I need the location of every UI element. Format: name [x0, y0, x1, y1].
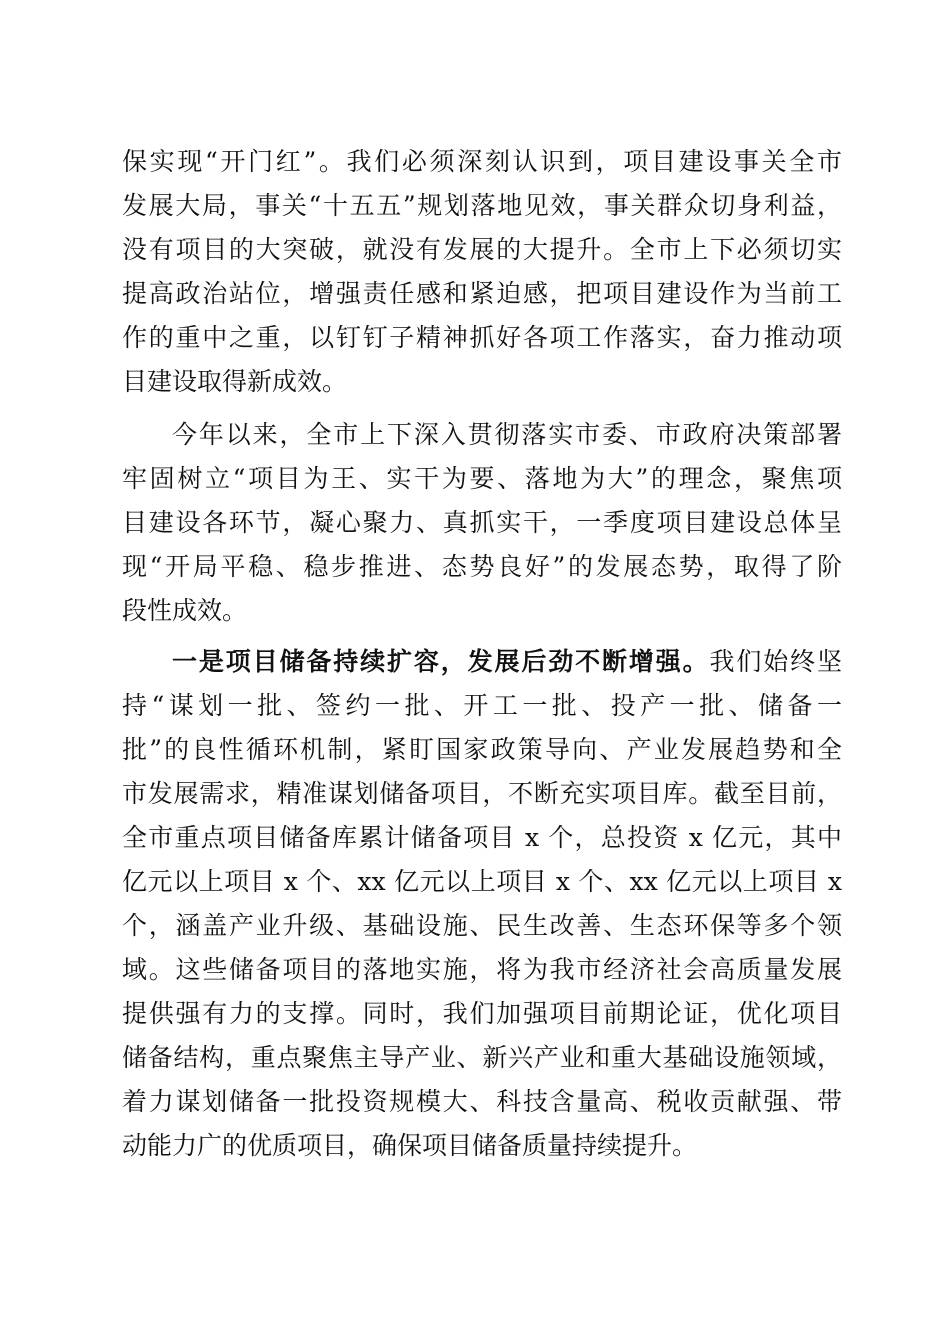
text-line-7: 今年以来，全市上下深入贯彻落实市委、市政府决策部署: [172, 420, 842, 449]
text-line-11: 段性成效。: [122, 596, 248, 625]
text-line-6: 目建设取得新成效。: [122, 367, 348, 396]
text-line-13: 持“谋划一批、签约一批、开工一批、投产一批、储备一: [122, 691, 842, 720]
text-line-15: 市发展需求，精准谋划储备项目，不断充实项目库。截至目前，: [122, 779, 842, 808]
text-line-18: 个，涵盖产业升级、基础设施、民生改善、生态环保等多个领: [122, 911, 842, 940]
text-line-14: 批”的良性循环机制，紧盯国家政策导向、产业发展趋势和全: [122, 735, 842, 764]
paragraph-heading: 一是项目储备持续扩容，发展后劲不断增强。: [172, 647, 710, 676]
text-line-22: 着力谋划储备一批投资规模大、科技含量高、税收贡献强、带: [122, 1087, 842, 1116]
text-line-23: 动能力广的优质项目，确保项目储备质量持续提升。: [122, 1131, 698, 1160]
text-line-2: 发展大局，事关“十五五”规划落地见效，事关群众切身利益，: [122, 191, 842, 220]
text-line-8: 牢固树立“项目为王、实干为要、落地为大”的理念，聚焦项: [122, 464, 842, 493]
text-line-19: 域。这些储备项目的落地实施，将为我市经济社会高质量发展: [122, 955, 842, 984]
text-line-4: 提高政治站位，增强责任感和紧迫感，把项目建设作为当前工: [122, 279, 842, 308]
text-line-17: 亿元以上项目 x 个、xx 亿元以上项目 x 个、xx 亿元以上项目 x: [122, 867, 842, 896]
text-line-20: 提供强有力的支撑。同时，我们加强项目前期论证，优化项目: [122, 999, 842, 1028]
text-line-9: 目建设各环节，凝心聚力、真抓实干，一季度项目建设总体呈: [122, 508, 842, 537]
text-line-5: 作的重中之重，以钉钉子精神抓好各项工作落实，奋力推动项: [122, 323, 842, 352]
text-line-10: 现“开局平稳、稳步推进、态势良好”的发展态势，取得了阶: [122, 552, 842, 581]
text-line-3: 没有项目的大突破，就没有发展的大提升。全市上下必须切实: [122, 235, 842, 264]
paragraph-heading-continuation: 我们始终坚: [709, 647, 842, 676]
text-line-12: [172, 640, 842, 684]
text-line-16: 全市重点项目储备库累计储备项目 x 个，总投资 x 亿元，其中: [122, 823, 842, 852]
text-line-1: 保实现“开门红”。我们必须深刻认识到，项目建设事关全市: [122, 147, 842, 176]
text-line-21: 储备结构，重点聚焦主导产业、新兴产业和重大基础设施领域，: [122, 1043, 842, 1072]
